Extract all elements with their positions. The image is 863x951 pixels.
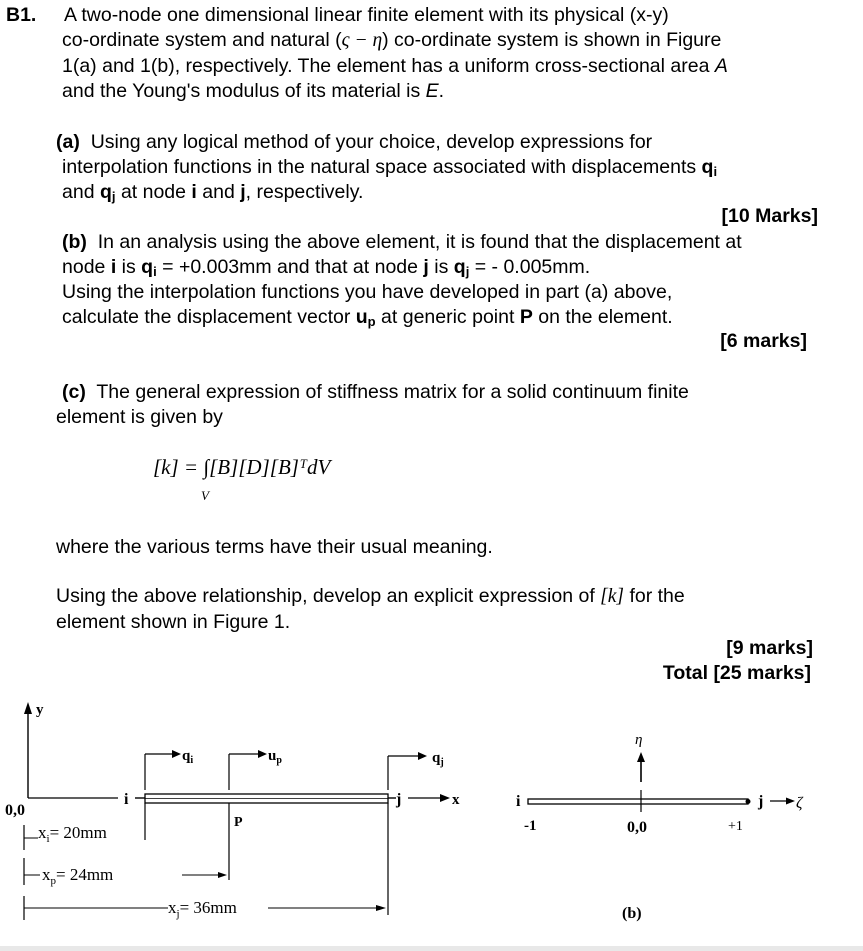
intro-period: . <box>438 80 445 102</box>
part-c-using-text: Using the above relationship, develop an explicit expression of <box>56 585 595 607</box>
x-axis-arrow <box>408 794 450 802</box>
eta-label: η <box>635 732 643 748</box>
natural-coords-symbol: ς − η <box>341 30 383 51</box>
part-c-marks: [9 marks] <box>726 637 813 659</box>
part-c-line-1 <box>62 380 689 405</box>
x-axis-label: x <box>452 792 460 808</box>
part-a-label: (a) <box>56 131 80 153</box>
part-b-line-4-text: calculate the displacement vector <box>62 306 351 328</box>
figure-a <box>0 690 480 930</box>
qj-sub: j <box>111 189 116 204</box>
part-b-qi: $q_i$ <box>141 256 157 279</box>
part-b-line-4 <box>62 305 673 335</box>
natural-element-bar <box>528 790 751 812</box>
part-b-qi-value: = +0.003mm and that at node <box>162 256 418 278</box>
part-a-line-3 <box>62 180 363 210</box>
bottom-border <box>0 946 863 951</box>
part-b-node: node <box>62 256 106 278</box>
node-i-label-b: i <box>516 793 521 810</box>
y-axis <box>24 702 32 798</box>
up-label: $u_p$ <box>268 748 282 766</box>
part-b-on-element: on the element. <box>538 306 673 328</box>
eta-arrow <box>637 752 645 782</box>
element-bar <box>135 794 396 803</box>
k-matrix-symbol: [k] <box>600 586 625 607</box>
point-p-label: P <box>234 815 243 830</box>
part-a-line-2-text: interpolation functions in the natural space associated with displacements <box>62 156 697 178</box>
minus-one-label: -1 <box>524 818 537 834</box>
xp-label: $x_p= 24mm$ <box>42 865 114 887</box>
qi-sub: i <box>713 164 718 179</box>
part-c-using-line-2: element shown in Figure 1. <box>56 611 291 633</box>
part-c-line-2: element is given by <box>56 406 223 428</box>
xi-label: $x_i= 20mm$ <box>38 823 107 845</box>
zeta-label: ζ <box>796 795 803 812</box>
modulus-symbol: E <box>425 80 439 102</box>
question-number: B1. <box>6 4 37 26</box>
part-b-label: (b) <box>62 231 87 253</box>
qj-arrow <box>388 752 427 790</box>
part-a-line-1 <box>56 130 652 155</box>
part-c-line-1-text: The general expression of stiffness matrix for a solid continuum finite <box>96 381 689 403</box>
up-symbol: u <box>355 306 368 328</box>
part-a-respectively: , respectively. <box>245 181 364 203</box>
origin-label: 0,0 <box>5 802 25 819</box>
intro-line-2 <box>62 28 721 54</box>
y-axis-label: y <box>36 702 44 718</box>
qj-symbol: q <box>99 181 112 203</box>
part-c-for-the: for the <box>629 585 685 607</box>
point-p-label: P <box>519 306 533 328</box>
plus-one-label: +1 <box>728 819 743 834</box>
part-a-line-1-text: Using any logical method of your choice, develop expressions for <box>90 131 653 153</box>
part-b-is: is <box>121 256 136 278</box>
intro-line-3-text: 1(a) and 1(b), respectively. The element has a uniform cross-sectional area <box>62 55 710 77</box>
stiffness-equation: [k] = ∫[B][D][B]ᵀdV <box>153 455 331 479</box>
intro-line-2a: co-ordinate system and natural ( <box>62 29 342 51</box>
node-j-label: j <box>240 181 246 203</box>
part-b-line-1 <box>62 230 742 255</box>
part-b-node-j: j <box>423 256 429 278</box>
equation-volume-limit: V <box>201 488 209 503</box>
part-b-marks: [6 marks] <box>720 330 807 352</box>
up-arrow <box>229 750 267 790</box>
origin-label-b: 0,0 <box>627 819 647 836</box>
zeta-arrow <box>770 798 795 805</box>
intro-line-4-text: and the Young's modulus of its material is <box>62 80 421 102</box>
part-c-using-line-1 <box>56 584 685 610</box>
qi-arrow <box>145 750 181 790</box>
part-a-at-node: at node <box>120 181 186 203</box>
part-b-qj-value: = - 0.005mm. <box>474 256 591 278</box>
node-i-label: i <box>124 791 129 808</box>
part-b-generic: at generic point <box>381 306 515 328</box>
up-sub: p <box>367 314 376 329</box>
figure-b-caption: (b) <box>622 905 642 922</box>
part-b-line-1-text: In an analysis using the above element, it is found that the displacement at <box>97 231 742 253</box>
part-b-node-i: i <box>110 256 117 278</box>
qi-symbol: q <box>701 156 714 178</box>
node-j-label-b: j <box>758 793 764 810</box>
intro-line-4 <box>62 79 444 104</box>
part-b-line-3: Using the interpolation functions you have developed in part (a) above, <box>62 281 673 303</box>
part-c-label: (c) <box>62 381 86 403</box>
xj-label: $x_j= 36mm$ <box>168 898 237 920</box>
part-b-is-2: is <box>434 256 449 278</box>
xj-dim-arrow <box>268 905 386 911</box>
total-marks: Total [25 marks] <box>662 662 811 684</box>
figure-b <box>490 720 830 935</box>
node-i-label: i <box>191 181 197 203</box>
intro-line-3 <box>62 54 728 79</box>
qi-label: $q_i$ <box>182 748 194 766</box>
intro-line-1: A two-node one dimensional linear finite element with its physical (x-y) <box>64 4 669 26</box>
intro-line-2b: ) co-ordinate system is shown in Figure <box>382 29 722 51</box>
qj-label: $q_j$ <box>432 750 444 768</box>
part-b-qj: $q_j$ <box>453 256 470 279</box>
part-a-marks: [10 Marks] <box>721 205 818 227</box>
part-c-where: where the various terms have their usual meaning. <box>56 536 493 558</box>
xp-dim-arrow <box>182 872 227 878</box>
part-a-and-2: and <box>202 181 235 203</box>
node-j-label: j <box>396 791 402 808</box>
area-symbol: A <box>714 55 728 77</box>
part-a-and: and <box>62 181 95 203</box>
